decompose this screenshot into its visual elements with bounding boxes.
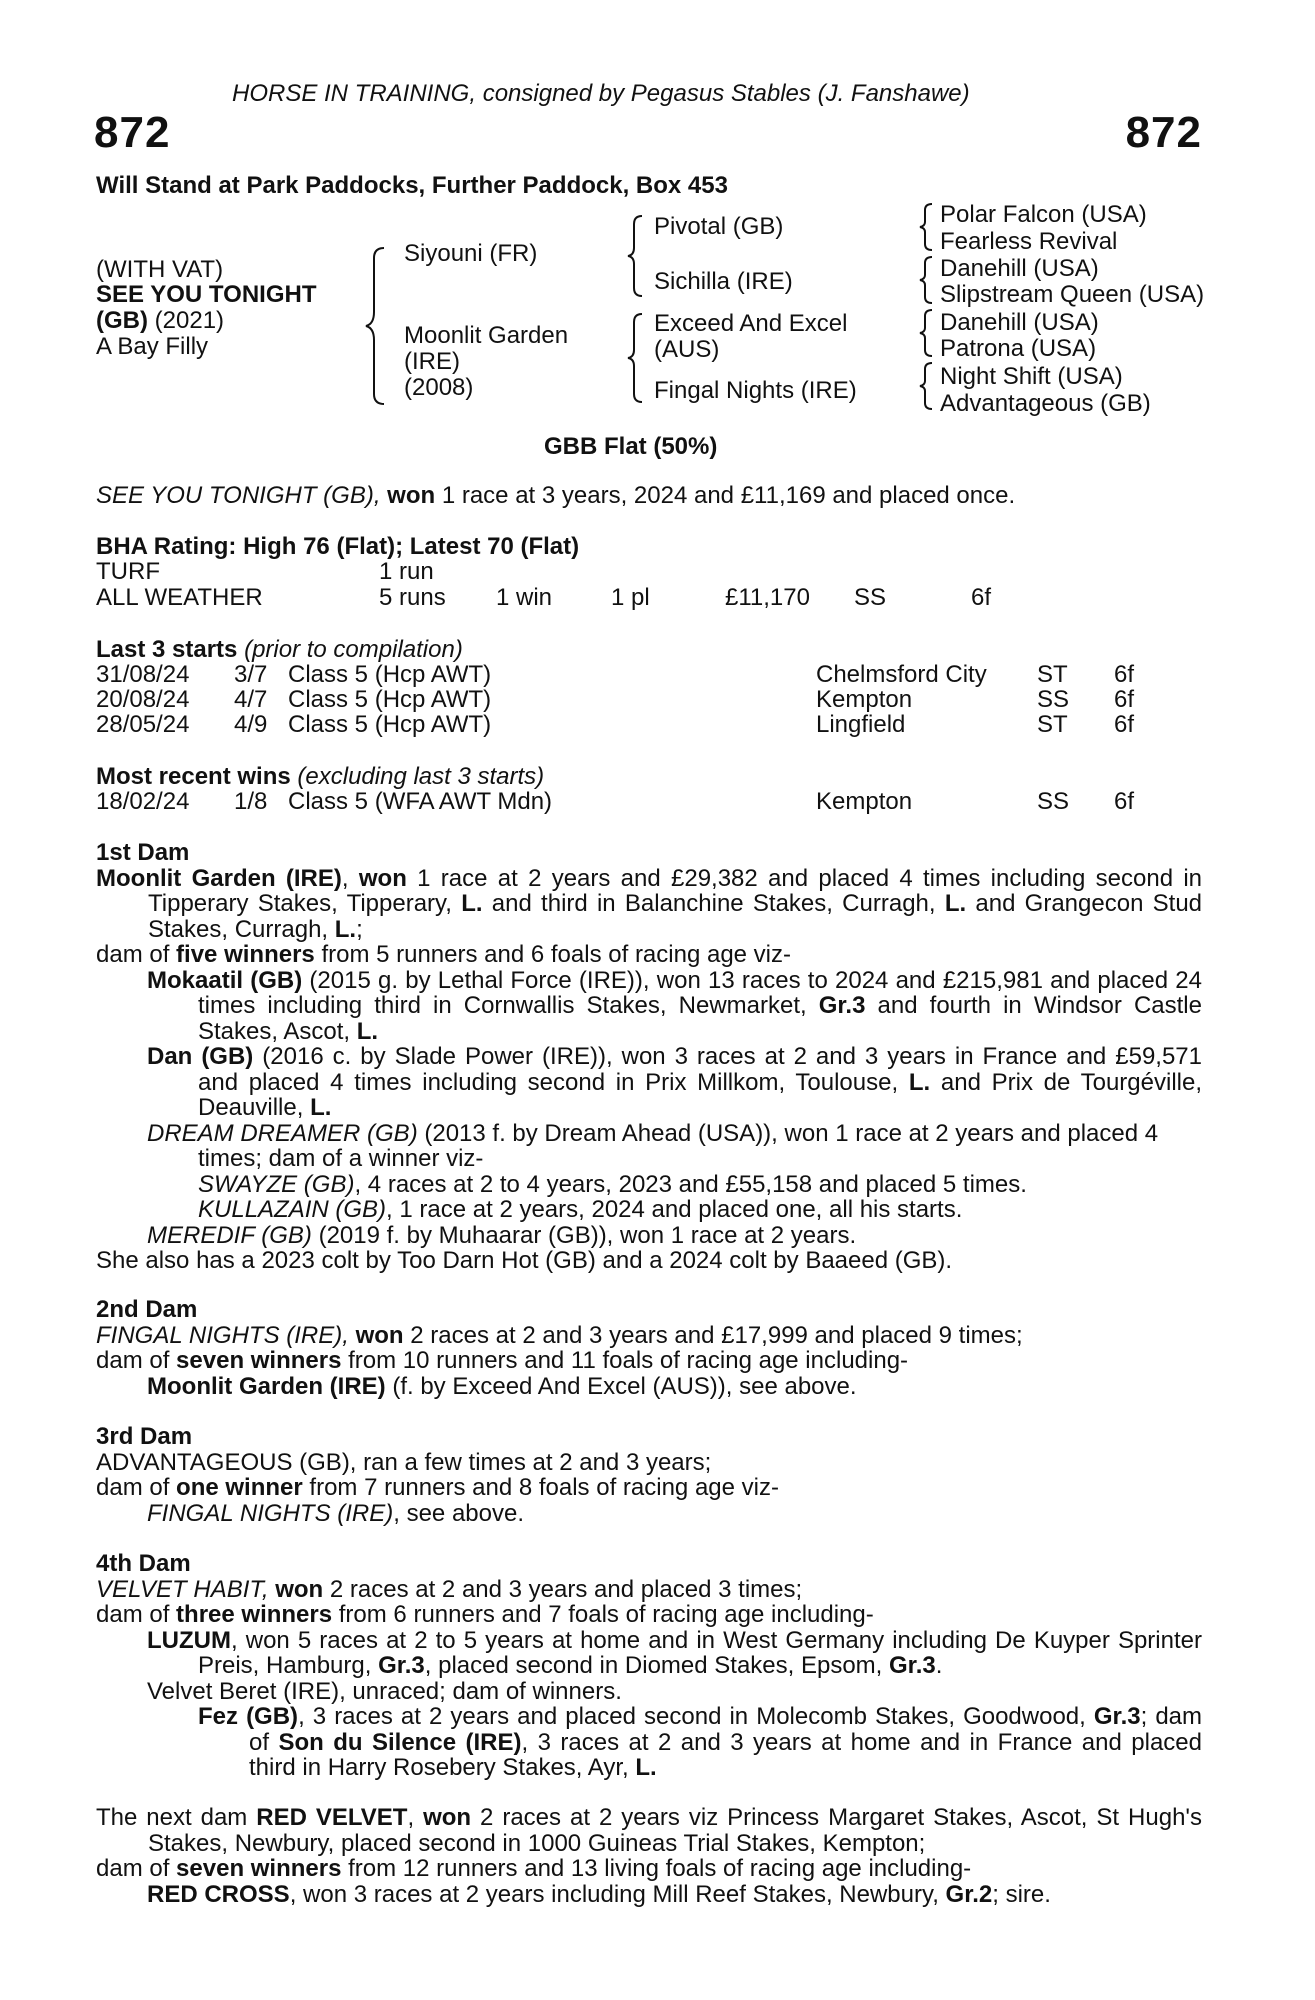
summary-rest: 1 race at 3 years, 2024 and £11,169 and placed once. (441, 482, 1016, 509)
luzum-end: . (935, 1652, 943, 1679)
next-dam-name: RED VELVET (256, 1804, 408, 1831)
location-line: Will Stand at Park Paddocks, Further Paddock, Box 453 (96, 172, 728, 199)
pedigree-brace-main (364, 246, 390, 406)
first-dam-produce-line (96, 942, 1202, 968)
last3-row-2-going: SS (1037, 686, 1070, 713)
next-dam-text: 2 races at 2 years viz Princess Margaret Stakes, Ascot, St Hugh's Stakes, Newbury, placed second in 1000 Guineas Trial Stakes, Kempton; (148, 1804, 1202, 1857)
first-dam-name: Moonlit Garden (IRE) (96, 864, 342, 892)
pedigree-brace-g4 (918, 361, 936, 411)
last3-row-1-race: Class 5 (Hcp AWT) (288, 661, 492, 688)
rating-aw-pl: 1 pl (611, 584, 650, 611)
recent-row-1-going: SS (1037, 788, 1070, 815)
moonlit-garden-name: Moonlit Garden (IRE) (147, 1372, 386, 1400)
red-cross-end: ; sire. (992, 1880, 1051, 1908)
produce-dan (147, 1044, 1202, 1121)
pedigree-brace-sire (626, 214, 646, 298)
pedigree-g3-6: Patrona (USA) (940, 335, 1097, 362)
mokaatil-text2: and fourth in Windsor Castle Stakes, Ascot, (198, 992, 1202, 1045)
group-marker: Gr.3 (378, 1652, 425, 1679)
produce-dream-dreamer (147, 1121, 1202, 1172)
next-dam-produce-rest: from 12 runners and 13 living foals of racing age including- (348, 1855, 972, 1882)
second-dam-record (96, 1323, 1216, 1349)
last3-row-2-dist: 6f (1114, 686, 1135, 713)
last3-row-2-race: Class 5 (Hcp AWT) (288, 686, 492, 713)
group-marker: Gr.2 (945, 1880, 993, 1908)
third-dam-produce-rest: from 7 runners and 8 foals of racing age viz- (309, 1474, 779, 1501)
last3-row-1-date: 31/08/24 (96, 661, 190, 688)
dam-of-label: dam of (96, 1601, 170, 1628)
second-dam-produce-moonlit (147, 1374, 1216, 1400)
rating-title: BHA Rating: High 76 (Flat); Latest 70 (Flat) (96, 533, 580, 560)
rating-aw-runs: 5 runs (379, 584, 446, 611)
rating-turf-runs: 1 run (379, 558, 434, 585)
lot-number-right: 872 (1125, 108, 1202, 157)
first-dam-heading: 1st Dam (96, 839, 190, 866)
produce-mokaatil (147, 968, 1202, 1045)
fourth-dam-produce-line (96, 1602, 1202, 1628)
recent-note: (excluding last 3 starts) (297, 763, 545, 790)
listed-marker: L. (356, 1017, 379, 1045)
fez-name: Fez (GB) (198, 1703, 299, 1730)
dam-of-label: dam of (96, 941, 170, 968)
next-dam-produce-line (96, 1856, 1202, 1882)
first-dam-produce-rest: from 5 runners and 6 foals of racing age viz- (321, 941, 792, 968)
third-dam-produce-fingal (147, 1501, 1216, 1527)
second-dam-name: FINGAL NIGHTS (IRE), (96, 1321, 349, 1349)
second-dam-won: won (355, 1321, 404, 1349)
pedigree-dam-dam: Fingal Nights (IRE) (654, 377, 857, 404)
group-marker: Gr.3 (1093, 1703, 1141, 1730)
first-dam-won: won (358, 864, 407, 892)
summary-name: SEE YOU TONIGHT (GB), (96, 482, 381, 509)
horse-year: (2021) (154, 307, 225, 334)
luzum-name: LUZUM (147, 1626, 231, 1654)
last3-title: Last 3 starts (96, 636, 238, 663)
dan-text2: and Prix de Tourgéville, Deauville, (198, 1068, 1203, 1121)
recent-row-1-course: Kempton (816, 788, 913, 815)
pedigree-g3-1: Polar Falcon (USA) (940, 201, 1147, 228)
mokaatil-text: (2015 g. by Lethal Force (IRE)), won 13 races to 2024 and £215,981 and placed 24 times including third in Cornwallis Stakes, Newmarket, (198, 966, 1202, 1019)
last3-heading (96, 636, 463, 664)
last3-row-3-dist: 6f (1114, 711, 1135, 738)
next-dam-lead: The next dam (96, 1804, 248, 1831)
last3-row-3-pos: 4/9 (234, 711, 268, 738)
red-cross-text: , won 3 races at 2 years including Mill Reef Stakes, Newbury, (289, 1880, 939, 1908)
rating-turf-surface: TURF (96, 558, 160, 585)
kullazain-name: KULLAZAIN (GB) (198, 1196, 387, 1223)
horse-origin-year (96, 307, 224, 335)
pedigree-sire-sire: Pivotal (GB) (654, 213, 784, 240)
pedigree-g3-8: Advantageous (GB) (940, 390, 1151, 417)
second-dam-heading: 2nd Dam (96, 1296, 198, 1323)
first-dam-also: She also has a 2023 colt by Too Darn Hot (GB) and a 2024 colt by Baaeed (GB). (96, 1247, 953, 1274)
produce-fez (198, 1704, 1202, 1781)
last3-row-2-pos: 4/7 (234, 686, 268, 713)
third-dam-record: ADVANTAGEOUS (GB), ran a few times at 2 and 3 years; (96, 1448, 712, 1476)
luzum-text2: , placed second in Diomed Stakes, Epsom, (424, 1652, 883, 1679)
rating-aw-going: SS (854, 584, 887, 611)
dan-text: (2016 c. by Slade Power (IRE)), won 3 races at 2 and 3 years in France and £59,571 and placed 4 times including second in Prix Millkom, Toulouse, (198, 1043, 1203, 1096)
son-du-silence-name: Son du Silence (IRE) (278, 1728, 522, 1756)
vat-label: (WITH VAT) (96, 256, 224, 283)
first-dam-winners: five winners (176, 941, 315, 968)
dam-of-label: dam of (96, 1855, 170, 1882)
fourth-dam-name: VELVET HABIT, (96, 1575, 269, 1603)
dan-name: Dan (GB) (147, 1043, 254, 1070)
pedigree-dam-2: (IRE) (404, 348, 460, 375)
produce-swayze (198, 1172, 1202, 1198)
first-dam-semicolon: ; (356, 915, 363, 943)
produce-velvet-beret: Velvet Beret (IRE), unraced; dam of winners. (147, 1677, 622, 1705)
fingal-nights-name: FINGAL NIGHTS (IRE) (147, 1499, 394, 1527)
moonlit-garden-text: (f. by Exceed And Excel (AUS)), see above. (392, 1372, 857, 1400)
produce-kullazain (198, 1197, 1202, 1223)
third-dam-winners: one winner (176, 1474, 303, 1501)
fourth-dam-won: won (275, 1575, 324, 1603)
swayze-text: , 4 races at 2 to 4 years, 2023 and £55,158 and placed 5 times. (354, 1170, 1027, 1198)
next-dam-section (96, 1805, 1202, 1907)
recent-row-1-race: Class 5 (WFA AWT Mdn) (288, 788, 553, 815)
rating-aw-prize: £11,170 (725, 584, 810, 611)
son-du-silence-text: , 3 races at 2 and 3 years at home and in France and placed third in Harry Rosebery Stakes, Ayr, (249, 1728, 1203, 1781)
fourth-dam-section (96, 1551, 1202, 1781)
last3-row-3-going: ST (1037, 711, 1068, 738)
rating-aw-dist: 6f (971, 584, 992, 611)
pedigree-sire-dam: Sichilla (IRE) (654, 268, 793, 295)
fourth-dam-winners: three winners (176, 1601, 333, 1628)
rating-aw-wins: 1 win (496, 584, 553, 611)
pedigree-g3-4: Slipstream Queen (USA) (940, 281, 1205, 308)
produce-luzum (147, 1628, 1202, 1679)
recent-heading (96, 763, 544, 791)
consignment-line: HORSE IN TRAINING, consigned by Pegasus Stables (J. Fanshawe) (232, 80, 970, 107)
second-dam-section (96, 1297, 1216, 1399)
third-dam-heading: 3rd Dam (96, 1423, 193, 1450)
gbb-label: GBB Flat (50%) (544, 433, 718, 460)
horse-origin: (GB) (96, 307, 148, 334)
last3-row-1-going: ST (1037, 661, 1068, 688)
dam-of-label: dam of (96, 1474, 170, 1501)
fourth-dam-produce-rest: from 6 runners and 7 foals of racing age including- (338, 1601, 874, 1628)
summary-won: won (387, 482, 436, 509)
pedigree-dam-3: (2008) (404, 374, 474, 401)
group-marker: Gr.3 (818, 992, 866, 1019)
last3-row-2-course: Kempton (816, 686, 913, 713)
pedigree-g3-2: Fearless Revival (940, 228, 1118, 255)
kullazain-text: , 1 race at 2 years, 2024 and placed one, all his starts. (386, 1196, 963, 1223)
last3-row-1-dist: 6f (1114, 661, 1135, 688)
fez-text2: ; dam of (249, 1703, 1203, 1756)
listed-marker: L. (635, 1754, 657, 1781)
recent-row-1-date: 18/02/24 (96, 788, 190, 815)
first-dam-section (96, 840, 1202, 1274)
dream-dreamer-text: (2013 f. by Dream Ahead (USA)), won 1 race at 2 years and placed 4 times; dam of a winner viz- (198, 1119, 1159, 1172)
listed-marker: L. (334, 915, 357, 943)
pedigree-brace-g3 (918, 308, 936, 358)
second-dam-text: 2 races at 2 and 3 years and £17,999 and placed 9 times; (410, 1321, 1023, 1349)
red-cross-name: RED CROSS (147, 1880, 290, 1908)
meredif-name: MEREDIF (GB) (147, 1221, 312, 1249)
next-dam-winners: seven winners (176, 1855, 342, 1882)
last3-row-3-date: 28/05/24 (96, 711, 190, 738)
pedigree-dam-1: Moonlit Garden (404, 322, 569, 349)
last3-row-3-course: Lingfield (816, 711, 906, 738)
last3-row-1-pos: 3/7 (234, 661, 268, 688)
pedigree-brace-g1 (918, 202, 936, 252)
pedigree-sire: Siyouni (FR) (404, 240, 538, 267)
swayze-name: SWAYZE (GB) (198, 1170, 355, 1198)
horse-desc: A Bay Filly (96, 333, 209, 360)
recent-title: Most recent wins (96, 763, 291, 790)
meredif-text: (2019 f. by Muhaarar (GB)), won 1 race at 2 years. (318, 1221, 857, 1249)
pedigree-dam-sire-2: (AUS) (654, 336, 720, 363)
rating-aw-surface: ALL WEATHER (96, 584, 263, 611)
luzum-text: , won 5 races at 2 to 5 years at home and in West Germany including De Kuyper Sprinter Preis, Hamburg, (198, 1626, 1202, 1679)
produce-meredif (147, 1223, 1202, 1249)
last3-note: (prior to compilation) (244, 636, 463, 663)
pedigree-brace-g2 (918, 255, 936, 305)
summary-line (96, 482, 1015, 510)
first-dam-record: Moonlit Garden (IRE), won 1 race at 2 years and £29,382 and placed 4 times including second in Tipperary Stakes, Tipperary, L. and third in Balanchine Stakes, Curragh, L. and Grangecon Stud Stakes, Curragh, L.; (96, 864, 1203, 943)
first-dam-text3: and Grangecon Stud Stakes, Curragh, (148, 890, 1203, 943)
produce-red-cross (147, 1882, 1202, 1908)
fourth-dam-heading: 4th Dam (96, 1550, 191, 1577)
pedigree-brace-dam (626, 312, 646, 404)
next-dam-record: The next dam RED VELVET, won 2 races at 2 years viz Princess Margaret Stakes, Ascot, St Hugh's Stakes, Newbury, placed second in 1000 Guineas Trial Stakes, Kempton; (96, 1804, 1202, 1857)
third-dam-section (96, 1424, 1216, 1526)
fingal-nights-text: , see above. (393, 1499, 525, 1527)
recent-row-1-dist: 6f (1114, 788, 1135, 815)
recent-row-1-pos: 1/8 (234, 788, 268, 815)
listed-marker: L. (461, 890, 483, 917)
third-dam-produce-line (96, 1475, 1216, 1501)
dream-dreamer-name: DREAM DREAMER (GB) (147, 1119, 418, 1147)
fez-text: , 3 races at 2 years and placed second in Molecomb Stakes, Goodwood, (298, 1703, 1086, 1730)
pedigree-dam-sire-1: Exceed And Excel (654, 310, 848, 337)
listed-marker: L. (908, 1068, 931, 1096)
last3-row-1-course: Chelmsford City (816, 661, 987, 688)
dam-of-label: dam of (96, 1347, 170, 1374)
last3-row-3-race: Class 5 (Hcp AWT) (288, 711, 492, 738)
horse-name: SEE YOU TONIGHT (96, 281, 317, 308)
listed-marker: L. (310, 1094, 332, 1121)
lot-number-left: 872 (94, 108, 171, 157)
first-dam-text1: 1 race at 2 years and £29,382 and placed 4 times including second in Tipperary Stakes, Tipperary, (148, 864, 1203, 917)
second-dam-winners: seven winners (176, 1347, 342, 1374)
pedigree-g3-7: Night Shift (USA) (940, 363, 1123, 390)
second-dam-produce-rest: from 10 runners and 11 foals of racing age including- (348, 1347, 909, 1374)
next-dam-won: won (423, 1804, 472, 1831)
mokaatil-name: Mokaatil (GB) (147, 966, 303, 994)
fourth-dam-record (96, 1577, 1202, 1603)
pedigree-g3-3: Danehill (USA) (940, 255, 1099, 282)
pedigree-g3-5: Danehill (USA) (940, 309, 1099, 336)
fourth-dam-text: 2 races at 2 and 3 years and placed 3 times; (329, 1575, 803, 1603)
first-dam-text2: and third in Balanchine Stakes, Curragh, (491, 890, 936, 917)
group-marker: Gr.3 (889, 1652, 936, 1679)
listed-marker: L. (944, 890, 967, 917)
second-dam-produce-line (96, 1348, 1216, 1374)
last3-row-2-date: 20/08/24 (96, 686, 190, 713)
